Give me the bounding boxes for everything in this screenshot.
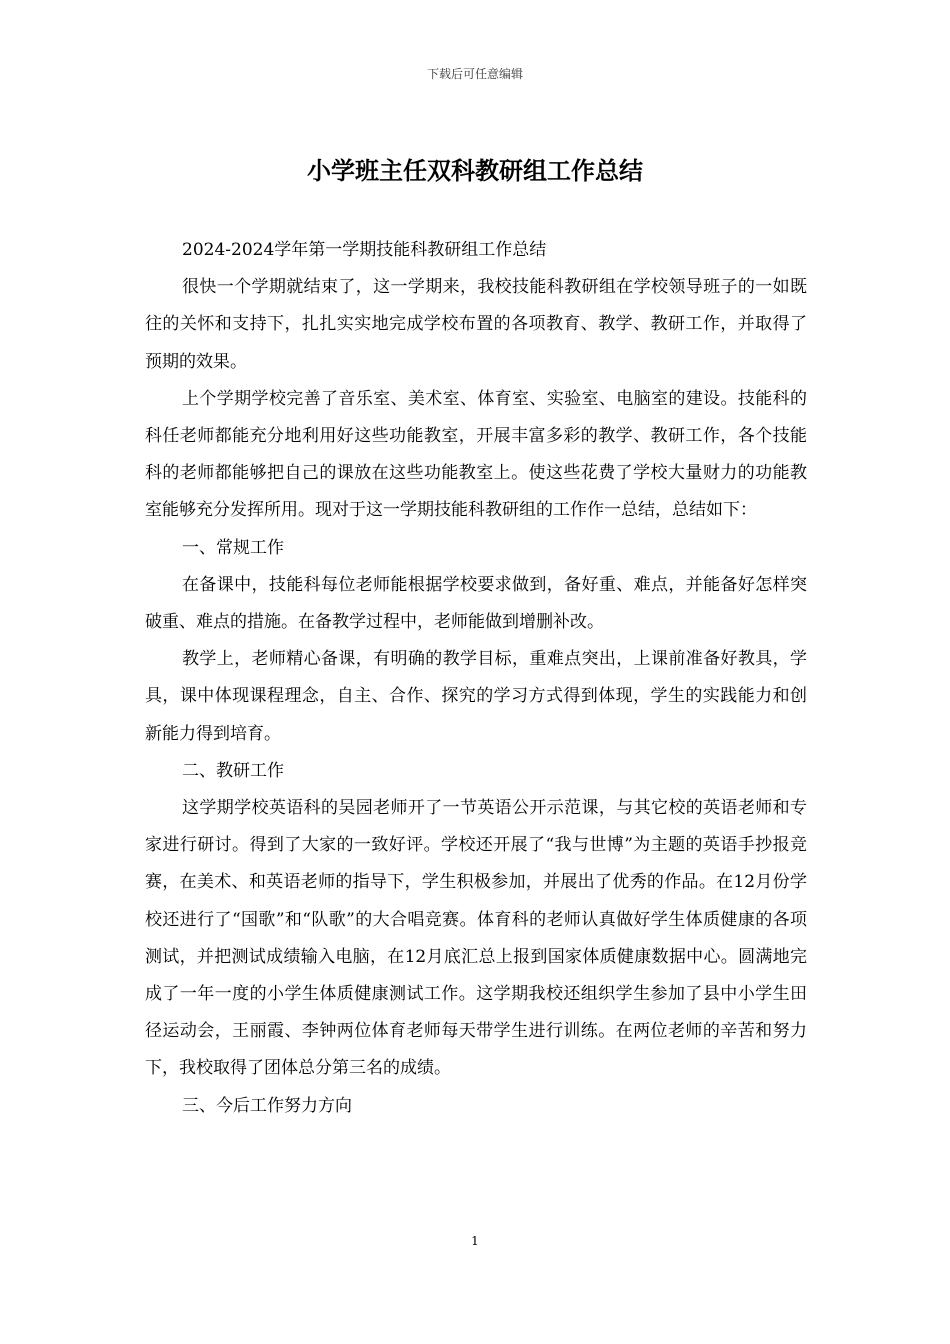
document-title: 小学班主任双科教研组工作总结 — [307, 157, 643, 185]
paragraph-research-details: 这学期学校英语科的吴园老师开了一节英语公开示范课，与其它校的英语老师和专家进行研讨。得到了大家的一致好评。学校还开展了“我与世博”为主题的英语手抄报竞赛，在美术、和英语老师的指导下，学生积极参加，并展出了优秀的作品。在12月份学校还进行了“国歌”和“队歌”的大合唱竞赛。体育科的老师认真做好学生体质健康的各项测试，并把测试成绩输入电脑，在12月底汇总上报到国家体质健康数据中心。圆满地完成了一年一度的小学生体质健康测试工作。这学期我校还组织学生参加了县中小学生田径运动会，王丽霞、李钟两位体育老师每天带学生进行训练。在两位老师的辛苦和努力下，我校取得了团体总分第三名的成绩。 — [145, 798, 807, 1079]
document-body — [145, 232, 807, 1125]
section-heading-future-direction: 三、今后工作努力方向 — [182, 1095, 352, 1116]
paragraph-facilities: 上个学期学校完善了音乐室、美术室、体育室、实验室、电脑室的建设。技能科的科任老师都能充分地利用好这些功能教室，开展丰富多彩的教学、教研工作，各个技能科的老师都能够把自己的课放在这些功能教室上。使这些花费了学校大量财力的功能教室能够充分发挥所用。现对于这一学期技能科教研组的工作作一总结，总结如下： — [145, 388, 807, 521]
section-heading-routine-work: 一、常规工作 — [182, 537, 284, 558]
section-heading-research-work: 二、教研工作 — [182, 760, 284, 781]
paragraph-teaching: 教学上，老师精心备课，有明确的教学目标，重难点突出，上课前准备好教具，学具，课中体现课程理念，自主、合作、探究的学习方式得到体现，学生的实践能力和创新能力得到培育。 — [145, 649, 807, 744]
page-number: 1 — [471, 1234, 479, 1248]
page-header-note: 下载后可任意编辑 — [426, 67, 523, 81]
paragraph-intro: 很快一个学期就结束了，这一学期来，我校技能科教研组在学校领导班子的一如既往的关怀和支持下，扎扎实实地完成学校布置的各项教育、教学、教研工作，并取得了预期的效果。 — [145, 277, 807, 372]
paragraph-semester-heading: 2024-2024学年第一学期技能科教研组工作总结 — [182, 240, 547, 260]
paragraph-lesson-prep: 在备课中，技能科每位老师能根据学校要求做到，备好重、难点，并能备好怎样突破重、难点的措施。在备教学过程中，老师能做到增删补改。 — [145, 574, 807, 633]
